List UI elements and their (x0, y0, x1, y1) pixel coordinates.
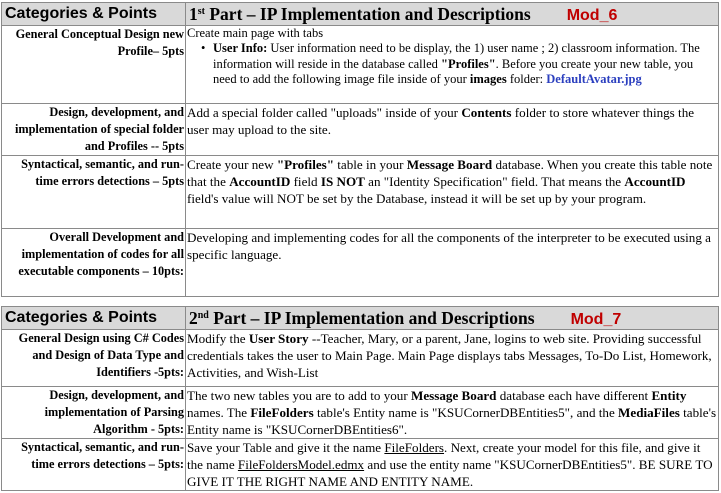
row-description: Create your new "Profiles" table in your Message Board database. When you create this table note that the AccountID field IS NOT an "Identity Specification" field. That means the AccountID field's value will NOT be set by the Database, instead it will be set up by your program. (186, 156, 719, 229)
row-label: Syntactical, semantic, and run-time errors detections – 5pts: (2, 439, 186, 491)
part1-header-row (2, 3, 719, 26)
categories-header: Categories & Points (2, 3, 186, 26)
row-label: Syntactical, semantic, and run-time errors detections – 5pts (2, 156, 186, 229)
row-description: Save your Table and give it the name FileFolders. Next, create your model for this file, and give it the name FileFoldersModel.edmx and use the entity name "KSUCornerDBEntities5". BE SURE TO GIVE IT THE RIGHT NAME AND ENTITY NAME. (186, 439, 719, 491)
table-row (2, 439, 719, 491)
row-description: The two new tables you are to add to your Message Board database each have different Entity names. The FileFolders table's Entity name is "KSUCornerDBEntities5", and the MediaFiles table's Entity name is "KSUCornerDBEntities6". (186, 387, 719, 439)
row-label: General Design using C# Codes and Design of Data Type and Identifiers -5pts: (2, 330, 186, 387)
row-label: Overall Development and implementation of codes for all executable components – 10pts: (2, 229, 186, 297)
row-description: Developing and implementing codes for all the components of the interpreter to be executed using a specific language. (186, 229, 719, 297)
row-label: Design, development, and implementation of special folder and Profiles -- 5pts (2, 104, 186, 156)
row-description: Add a special folder called "uploads" inside of your Contents folder to store whatever things the user may upload to the site. (186, 104, 719, 156)
table-row (2, 229, 719, 297)
part2-title-cell (186, 307, 719, 330)
table-row (2, 26, 719, 104)
part1-title-cell (186, 3, 719, 26)
part2-table (1, 306, 719, 491)
bullet-icon: • (201, 41, 206, 55)
part2-title: 2nd Part – IP Implementation and Descriptions (189, 307, 535, 328)
bullet-item: • User Info: User information need to be display, the 1) user name ; 2) classroom information. The information will reside in the database called "Profiles". Before you create your new table, you need to add the following image file inside of your images folder: DefaultAvatar.jpg (201, 41, 700, 86)
table-row (2, 387, 719, 439)
row-label: General Conceptual Design new Profile– 5pts (2, 26, 186, 104)
part1-table (1, 2, 719, 297)
table-row (2, 104, 719, 156)
row-description: Create main page with tabs • User Info: User information need to be display, the 1) user name ; 2) classroom information. The information will reside in the database called "Profiles". Before you create your new table, you need to add the following image file inside of your images folder: DefaultAvatar.jpg (186, 26, 719, 104)
table-row (2, 156, 719, 229)
mod-label: Mod_6 (566, 6, 618, 24)
filefolders-name: FileFolders (384, 440, 445, 455)
mod-label: Mod_7 (570, 310, 622, 328)
model-file-name: FileFoldersModel.edmx (237, 457, 365, 472)
part1-title: 1st Part – IP Implementation and Descriptions (189, 3, 531, 24)
categories-header: Categories & Points (2, 307, 186, 330)
row-description: Modify the User Story --Teacher, Mary, or a parent, Jane, logins to web site. Providing successful credentials takes the user to Main Page. Main Page displays tabs Messages, To-Do List, Homework, Activities, and Wish-List (186, 330, 719, 387)
default-avatar-link[interactable]: DefaultAvatar.jpg (546, 72, 642, 86)
row-label: Design, development, and implementation of Parsing Algorithm - 5pts: (2, 387, 186, 439)
part2-header-row (2, 307, 719, 330)
table-row (2, 330, 719, 387)
